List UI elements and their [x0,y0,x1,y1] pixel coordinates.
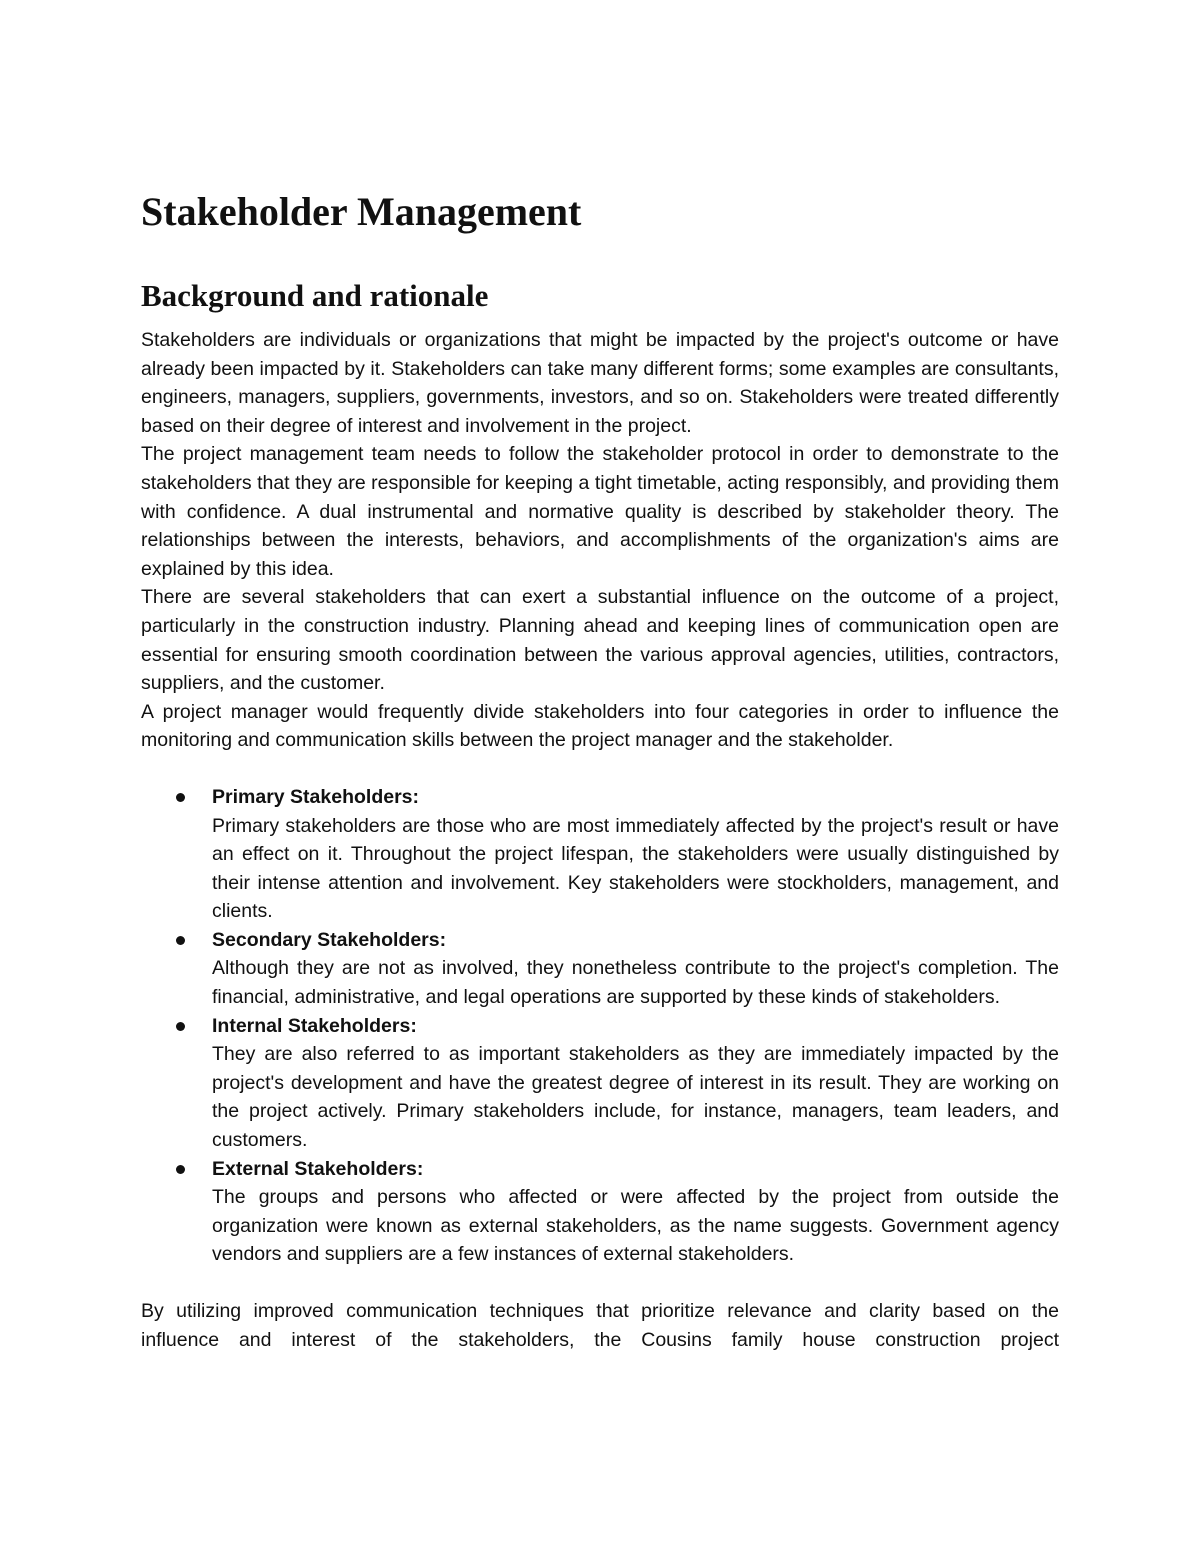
bullet-dot-icon [176,1022,185,1031]
list-item-text: Primary stakeholders are those who are most immediately affected by the project's result or have an effect on it. Throughout the project lifespan, the stakeholders were usually distinguished by their intense attention and involvement. Key stakeholders were stockholders, management, and clients. [212,814,1059,923]
paragraph-4: A project manager would frequently divide stakeholders into four categories in order to influence the monitoring and communication skills between the project manager and the stakeholder. [141,700,1059,752]
closing-paragraph: By utilizing improved communication techniques that prioritize relevance and clarity based on the influence and interest of the stakeholders, the Cousins family house construction project [141,1300,1059,1351]
list-item-text: They are also referred to as important stakeholders as they are immediately impacted by the project's development and have the greatest degree of interest in its result. They are working on the project actively. Primary stakeholders include, for instance, managers, team leaders, and customers. [212,1043,1059,1152]
list-item-term: Secondary Stakeholders: [212,928,447,951]
bullet-dot-icon [176,936,185,945]
list-item [212,783,1059,926]
bullet-dot-icon [176,793,185,802]
bullet-dot-icon [176,1165,185,1174]
list-item [212,1155,1059,1269]
list-item [212,1012,1059,1155]
paragraph-3: There are several stakeholders that can exert a substantial influence on the outcome of a project, particularly in the construction industry. Planning ahead and keeping lines of communication open are essential for ensuring smooth coordination between the various approval agencies, utilities, contractors, suppliers, and the customer. [141,586,1059,695]
list-item-text: The groups and persons who affected or were affected by the project from outside the organization were known as external stakeholders, as the name suggests. Government agency vendors and suppliers are a few instances of external stakeholders. [212,1186,1059,1266]
paragraph-2: The project management team needs to follow the stakeholder protocol in order to demonstrate to the stakeholders that they are responsible for keeping a tight timetable, acting responsibly, and providing them with confidence. A dual instrumental and normative quality is described by stakeholder theory. The relationships between the interests, behaviors, and accomplishments of the organization's aims are explained by this idea. [141,443,1059,580]
document-body [141,326,1059,1354]
paragraph-1: Stakeholders are individuals or organizations that might be impacted by the project's outcome or have already been impacted by it. Stakeholders can take many different forms; some examples are consultants, engineers, managers, suppliers, governments, investors, and so on. Stakeholders were treated differently based on their degree of interest and involvement in the project. [141,329,1059,437]
list-item [212,926,1059,1012]
section-heading: Background and rationale [141,278,489,313]
stakeholder-category-list [141,783,1059,1269]
list-item-term: Internal Stakeholders: [212,1014,417,1037]
list-item-text: Although they are not as involved, they nonetheless contribute to the project's completion. The financial, administrative, and legal operations are supported by these kinds of stakeholders. [212,957,1059,1009]
list-item-term: External Stakeholders: [212,1157,424,1180]
list-item-term: Primary Stakeholders: [212,785,420,808]
document-title: Stakeholder Management [141,189,582,234]
